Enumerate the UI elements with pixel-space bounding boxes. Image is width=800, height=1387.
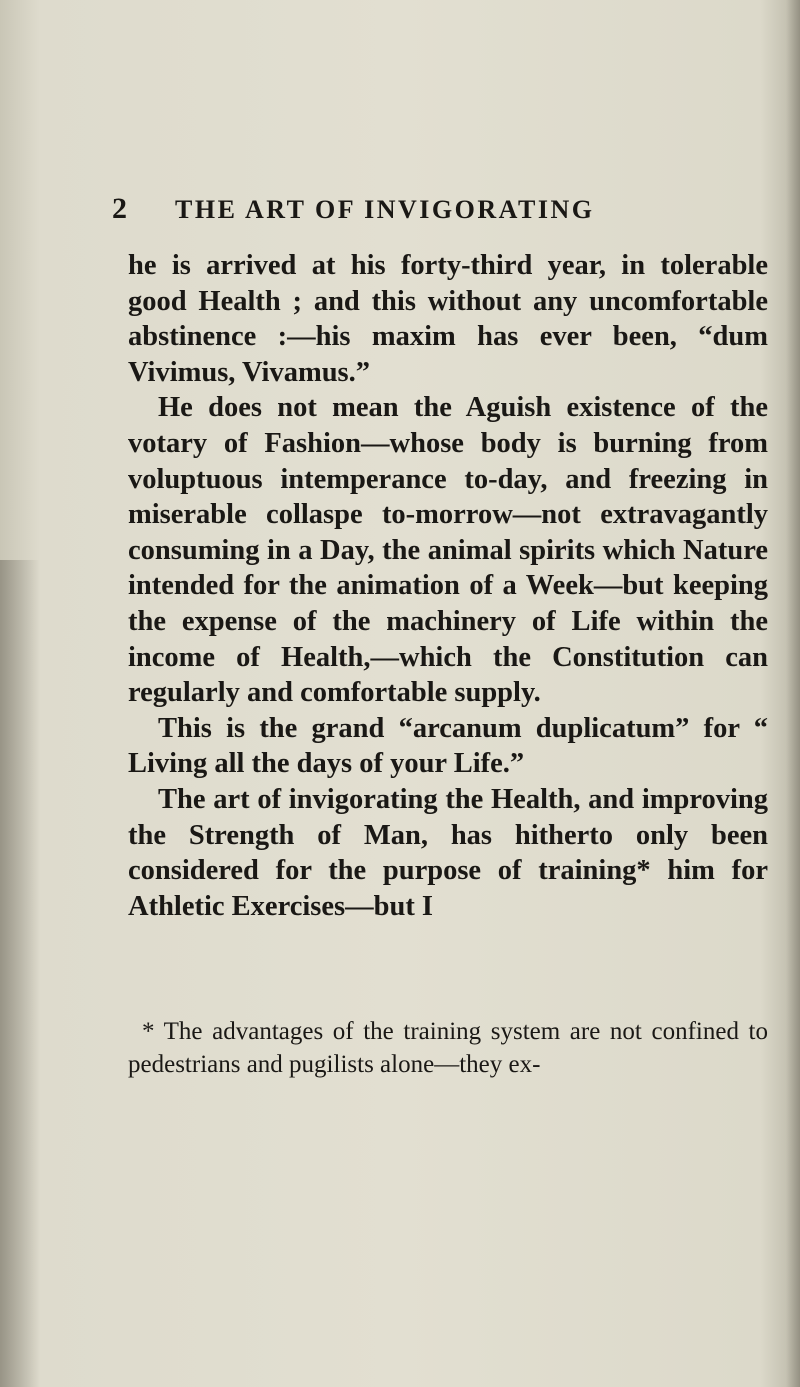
paragraph-2: He does not mean the Aguish existence of the votary of Fashion—whose body is burning from voluptuous intemperance to-day, and freezing in miserable collaspe to-morrow—not extravagantly consuming in a Day, the animal spirits which Nature intended for the animation of a Week—but keeping the expense of the machinery of Life within the income of Health,—which the Constitution can regularly and comfortable supply. xyxy=(128,392,768,709)
paragraph-4: The art of invigorating the Health, and improving the Strength of Man, has hitherto only been considered for the purpose of training* him for Athletic Exercises—but I xyxy=(128,783,768,922)
body-text xyxy=(128,248,768,924)
page-number: 2 xyxy=(112,192,129,225)
running-title: THE ART OF INVIGORATING xyxy=(175,195,595,224)
running-header xyxy=(112,192,594,232)
paragraph-1: he is arrived at his forty-third year, in tolerable good Health ; and this without any uncomfortable abstinence :—his maxim has ever been, “dum Vivimus, Vivamus.” xyxy=(128,250,768,388)
footnote-text: * The advantages of the training system are not confined to pedestrians and pugilists alone—they ex- xyxy=(128,1018,768,1078)
binding-shadow xyxy=(0,560,40,1387)
page-edge-shadow xyxy=(786,0,800,1387)
footnote xyxy=(128,1015,768,1081)
paragraph-3: This is the grand “arcanum duplicatum” for “ Living all the days of your Life.” xyxy=(128,712,768,780)
